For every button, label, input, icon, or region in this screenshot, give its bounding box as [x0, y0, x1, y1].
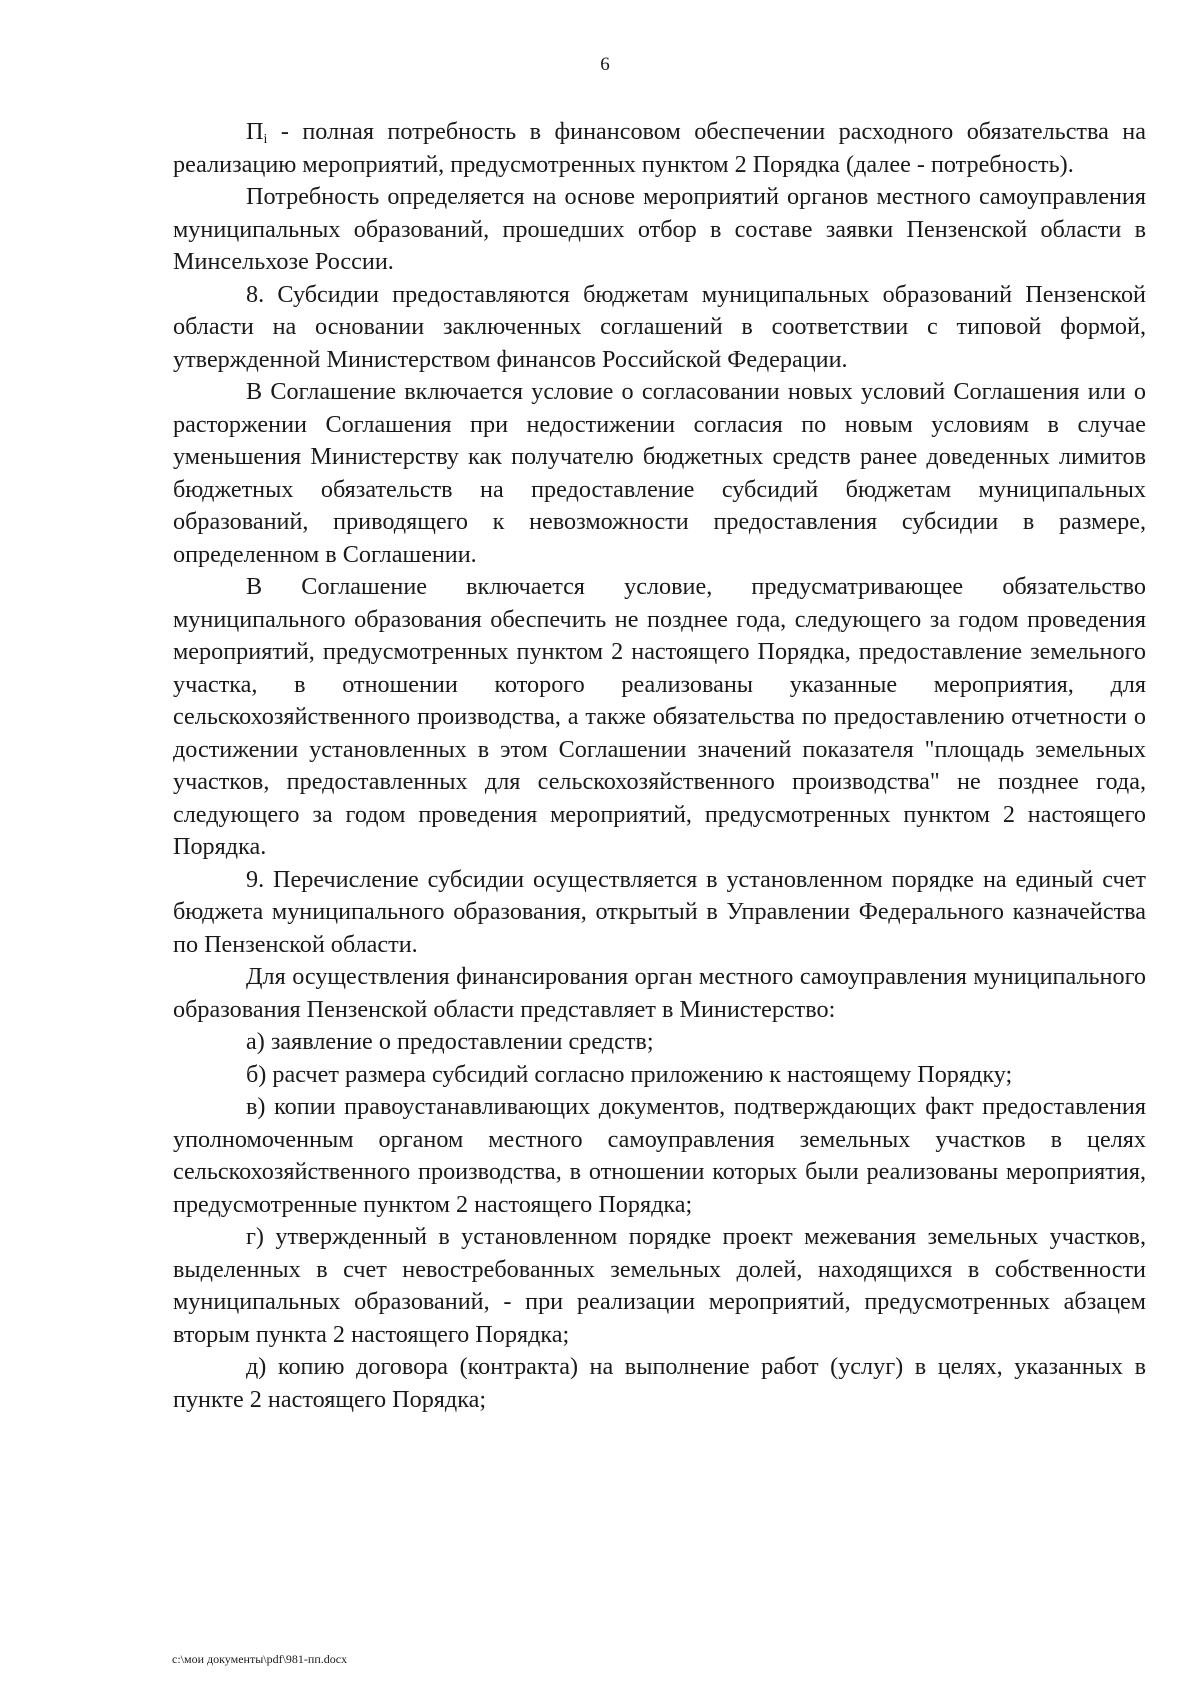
list-item: б) расчет размера субсидий согласно приложению к настоящему Порядку; — [246, 1060, 1013, 1088]
list-item: д) копию договора (контракта) на выполнение работ (услуг) в целях, указанных в пункте 2 настоящего Порядка; — [173, 1353, 1146, 1413]
page-number: 6 — [600, 54, 610, 75]
list-item: г) утвержденный в установленном порядке проект межевания земельных участков, выделенных в счет невостребованных земельных долей, находящихся в собственности муниципальных образований, - при реализации мероприятий, предусмотренных абзацем вторым пункта 2 настоящего Порядка; — [173, 1223, 1146, 1348]
paragraph: В Соглашение включается условие, предусматривающее обязательство муниципального образования обеспечить не позднее года, следующего за годом проведения мероприятий, предусмотренных пунктом 2 настоящего Порядка, предоставление земельного участка, в отношении которого реализованы указанные мероприятия, для сельскохозяйственного производства, а также обязательства по предоставлению отчетности о достижении установленных в этом Соглашении значений показателя "площадь земельных участков, предоставленных для сельскохозяйственного производства" не позднее года, следующего за годом проведения мероприятий, предусмотренных пунктом 2 настоящего Порядка. — [173, 573, 1146, 860]
paragraph: Потребность определяется на основе мероприятий органов местного самоуправления муниципальных образований, прошедших отбор в составе заявки Пензенской области в Минсельхозе России. — [173, 183, 1146, 275]
list-item: а) заявление о предоставлении средств; — [246, 1028, 654, 1055]
paragraph-need-definition — [173, 116, 1146, 181]
list-item: в) копии правоустанавливающих документов, подтверждающих факт предоставления уполномоченным органом местного самоуправления земельных участков в целях сельскохозяйственного производства, в отношении которых были реализованы мероприятия, предусмотренные пунктом 2 настоящего Порядка; — [173, 1093, 1146, 1218]
paragraph: 8. Субсидии предоставляются бюджетам муниципальных образований Пензенской области на основании заключенных соглашений в соответствии с типовой формой, утвержденной Министерством финансов Российской Федерации. — [173, 280, 1146, 373]
need-definition-text: - полная потребность в финансовом обеспечении расходного обязательства на реализацию мероприятий, предусмотренных пунктом 2 Порядка (далее - потребность). — [173, 118, 1146, 178]
footer-file-path: c:\мои документы\pdf\981-пп.docx — [172, 1652, 348, 1666]
need-symbol: П — [246, 118, 264, 145]
document-body — [173, 116, 1146, 1416]
paragraph: Для осуществления финансирования орган местного самоуправления муниципального образования Пензенской области представляет в Министерство: — [173, 963, 1146, 1023]
paragraph: В Соглашение включается условие о согласовании новых условий Соглашения или о расторжении Соглашения при недостижении согласия по новым условиям в случае уменьшения Министерству как получателю бюджетных средств ранее доведенных лимитов бюджетных обязательств на предоставление субсидий бюджетам муниципальных образований, приводящего к невозможности предоставления субсидии в размере, определенном в Соглашении. — [173, 378, 1146, 568]
paragraph: 9. Перечисление субсидии осуществляется в установленном порядке на единый счет бюджета муниципального образования, открытый в Управлении Федерального казначейства по Пензенской области. — [173, 865, 1146, 958]
need-subscript: i — [263, 132, 268, 147]
